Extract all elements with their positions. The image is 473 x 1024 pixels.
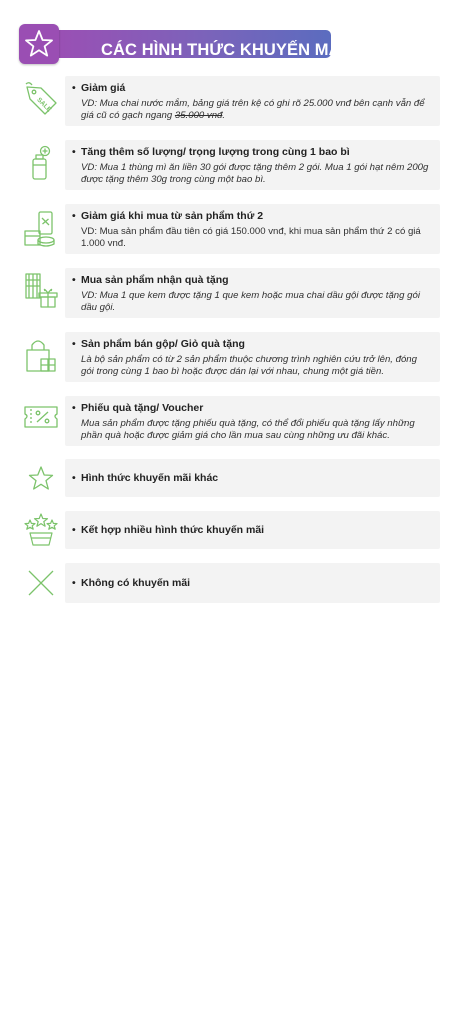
promo-title: • Giảm giá	[72, 82, 126, 94]
promo-card	[65, 563, 440, 603]
promo-description: Là bộ sản phẩm có từ 2 sản phẩm thuộc chương trình nghiên cứu trở lên, đóng gói trong cùng 1 bao bì hoặc được dán lại với nhau, chung một giá tiền.	[81, 354, 417, 378]
promo-description: VD: Mua chai nước mắm, bảng giá trên kệ có ghi rõ 25.000 vnđ bên cạnh vẫn để giá cũ có gạch ngang 35.000 vnđ.	[81, 98, 425, 122]
promo-card	[65, 459, 440, 497]
promo-title: • Sản phẩm bán gộp/ Giỏ quà tặng	[72, 338, 245, 350]
promo-card	[65, 396, 440, 446]
promo-title: • Tăng thêm số lượng/ trọng lượng trong cùng 1 bao bì	[72, 146, 350, 158]
promo-title: • Không có khuyến mãi	[72, 576, 191, 589]
promo-title: • Hình thức khuyến mãi khác	[72, 471, 219, 484]
promo-card	[65, 204, 440, 254]
header-banner	[53, 30, 346, 59]
promo-description: VD: Mua 1 thùng mì ăn liền 30 gói được tặng thêm 2 gói. Mua 1 gói hạt nêm 200g được tặng thêm 30g trong cùng một bao bì.	[81, 162, 429, 186]
promo-title: • Kết hợp nhiều hình thức khuyến mãi	[72, 523, 265, 536]
bottle-plus-icon	[21, 143, 61, 183]
promo-title: • Phiếu quà tặng/ Voucher	[72, 402, 204, 414]
promo-description: Mua sản phẩm được tặng phiếu quà tặng, có thể đổi phiếu quà tặng lấy những phần quà hoặc được giảm giá cho lần mua sau cùng những ưu đãi khác.	[81, 418, 415, 442]
promo-card	[65, 332, 440, 382]
svg-text:SALE: SALE	[35, 96, 53, 114]
promo-description: VD: Mua 1 que kem được tặng 1 que kem hoặc mua chai dầu gội được tặng gói dầu gội.	[81, 290, 420, 314]
stars-basket-icon	[21, 511, 61, 551]
old-price: 35.000 vnđ	[174, 110, 223, 122]
products-discount-icon	[21, 209, 61, 249]
voucher-icon	[21, 399, 61, 439]
promo-description: VD: Mua sản phẩm đầu tiên có giá 150.000 vnđ, khi mua sản phẩm thứ 2 có giá 1.000 vnđ.	[81, 226, 421, 250]
cross-icon	[21, 563, 61, 603]
promo-title: • Giảm giá khi mua từ sản phẩm thứ 2	[72, 210, 264, 222]
section-header	[19, 24, 346, 64]
promo-card	[65, 268, 440, 318]
promo-card	[65, 140, 440, 190]
star-outline-icon	[21, 459, 61, 499]
promo-card	[65, 511, 440, 549]
page-title: CÁC HÌNH THỨC KHUYẾN MÃI	[101, 41, 346, 59]
product-gift-icon	[21, 271, 61, 311]
promo-card	[65, 76, 440, 126]
promo-title: • Mua sản phẩm nhận quà tặng	[72, 274, 229, 286]
gift-bag-icon	[21, 335, 61, 375]
sale-tag-icon	[21, 79, 61, 119]
star-icon	[19, 24, 59, 64]
